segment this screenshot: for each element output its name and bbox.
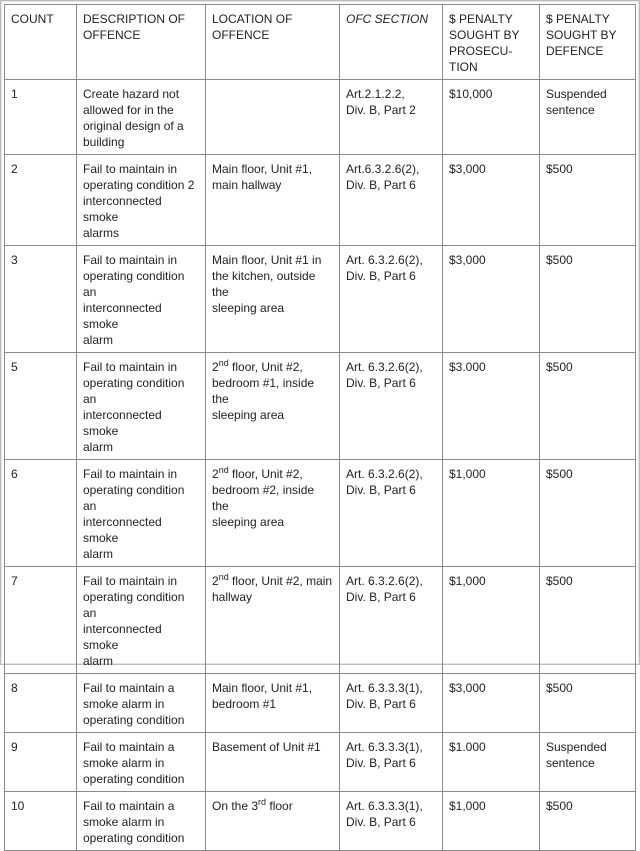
description-cell: Fail to maintain in operating condition an interconnected smoke alarm [77, 246, 206, 353]
location-text-rest: floor, Unit #2, bedroom #2, inside the sleeping area [212, 467, 315, 529]
location-cell [206, 80, 340, 155]
location-cell [206, 674, 340, 733]
penalty-prosecution-cell: $10,000 [443, 80, 540, 155]
count-cell: 2 [5, 155, 77, 246]
location-cell [206, 246, 340, 353]
penalty-prosecution-cell: $1,000 [443, 567, 540, 674]
penalty-prosecution-cell: $3,000 [443, 674, 540, 733]
ordinal-suffix: nd [218, 358, 229, 368]
penalty-prosecution-cell: $3,000 [443, 246, 540, 353]
table-row [5, 674, 636, 733]
location-cell [206, 733, 340, 792]
location-text: Main floor, Unit #1, bedroom #1 [212, 681, 313, 711]
location-cell [206, 567, 340, 674]
ofc-section-cell: Art. 6.3.3.3(1), Div. B, Part 6 [340, 674, 443, 733]
location-text-rest: floor, Unit #2, bedroom #1, inside the sleeping area [212, 360, 315, 422]
description-cell: Fail to maintain in operating condition an interconnected smoke alarm [77, 353, 206, 460]
header-ofc-section: OFC SECTION [340, 5, 443, 80]
penalty-defence-cell: Suspended sentence [540, 733, 636, 792]
location-cell [206, 353, 340, 460]
penalty-prosecution-cell: $3,000 [443, 155, 540, 246]
header-penalty-prosecution: $ PENALTY SOUGHT BY PROSECU- TION [443, 5, 540, 80]
ofc-section-cell: Art. 6.3.2.6(2), Div. B, Part 6 [340, 353, 443, 460]
location-text: 2 [212, 467, 219, 481]
count-cell: 9 [5, 733, 77, 792]
header-penalty-defence: $ PENALTY SOUGHT BY DEFENCE [540, 5, 636, 80]
penalty-defence-cell: $500 [540, 792, 636, 851]
count-cell: 7 [5, 567, 77, 674]
count-cell: 5 [5, 353, 77, 460]
table-row [5, 155, 636, 246]
description-cell: Fail to maintain in operating condition an interconnected smoke alarm [77, 460, 206, 567]
ofc-section-cell: Art. 6.3.3.3(1), Div. B, Part 6 [340, 733, 443, 792]
table-row [5, 567, 636, 674]
location-text: Main floor, Unit #1, main hallway [212, 162, 313, 192]
penalty-table [4, 4, 636, 851]
location-text: Basement of Unit #1 [212, 740, 321, 754]
description-cell: Fail to maintain a smoke alarm in operating condition [77, 674, 206, 733]
table-row [5, 792, 636, 851]
ofc-section-cell: Art.6.3.2.6(2), Div. B, Part 6 [340, 155, 443, 246]
ofc-section-cell: Art. 6.3.2.6(2), Div. B, Part 6 [340, 246, 443, 353]
ofc-section-cell: Art. 6.3.2.6(2), Div. B, Part 6 [340, 567, 443, 674]
ordinal-suffix: rd [258, 797, 267, 807]
ofc-section-cell: Art.2.1.2.2, Div. B, Part 2 [340, 80, 443, 155]
penalty-prosecution-cell: $3.000 [443, 353, 540, 460]
penalty-prosecution-cell: $1,000 [443, 460, 540, 567]
penalty-defence-cell: $500 [540, 567, 636, 674]
ofc-section-cell: Art. 6.3.2.6(2), Div. B, Part 6 [340, 460, 443, 567]
description-cell: Fail to maintain a smoke alarm in operating condition [77, 792, 206, 851]
penalty-defence-cell: $500 [540, 155, 636, 246]
location-cell [206, 792, 340, 851]
description-cell: Fail to maintain in operating condition 2 interconnected smoke alarms [77, 155, 206, 246]
location-cell [206, 155, 340, 246]
location-text: 2 [212, 574, 219, 588]
description-cell: Fail to maintain in operating condition an interconnected smoke alarm [77, 567, 206, 674]
penalty-defence-cell: Suspended sentence [540, 80, 636, 155]
ordinal-suffix: nd [218, 465, 229, 475]
ofc-section-cell: Art. 6.3.3.3(1), Div. B, Part 6 [340, 792, 443, 851]
location-text-rest: floor [266, 799, 293, 813]
header-count: COUNT [5, 5, 77, 80]
penalty-prosecution-cell: $1,000 [443, 792, 540, 851]
count-cell: 3 [5, 246, 77, 353]
count-cell: 8 [5, 674, 77, 733]
header-row [5, 5, 636, 80]
location-cell [206, 460, 340, 567]
table-row [5, 733, 636, 792]
table-row [5, 80, 636, 155]
ordinal-suffix: nd [218, 572, 229, 582]
count-cell: 1 [5, 80, 77, 155]
location-text: On the 3 [212, 799, 259, 813]
description-cell: Create hazard not allowed for in the original design of a building [77, 80, 206, 155]
header-description: DESCRIPTION OF OFFENCE [77, 5, 206, 80]
penalty-defence-cell: $500 [540, 460, 636, 567]
location-text: 2 [212, 360, 219, 374]
location-text-rest: floor, Unit #2, main hallway [212, 574, 333, 604]
penalty-defence-cell: $500 [540, 353, 636, 460]
count-cell: 10 [5, 792, 77, 851]
header-location: LOCATION OF OFFENCE [206, 5, 340, 80]
penalty-defence-cell: $500 [540, 674, 636, 733]
penalty-prosecution-cell: $1.000 [443, 733, 540, 792]
count-cell: 6 [5, 460, 77, 567]
description-cell: Fail to maintain a smoke alarm in operating condition [77, 733, 206, 792]
penalty-defence-cell: $500 [540, 246, 636, 353]
table-row [5, 246, 636, 353]
table-row [5, 460, 636, 567]
table-row [5, 353, 636, 460]
location-text: Main floor, Unit #1 in the kitchen, outside the sleeping area [212, 253, 322, 315]
